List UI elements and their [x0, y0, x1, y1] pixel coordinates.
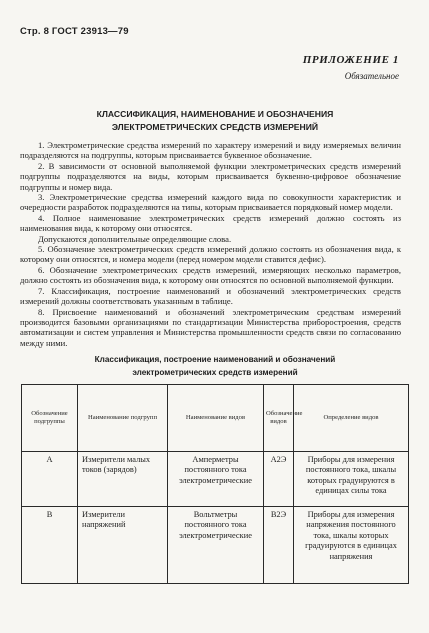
header-kind-definition: Определение видов	[294, 385, 409, 452]
cell-kind-definition: Приборы для измерения постоянного тока, шкалы которых градуируются в единицах силы тока	[294, 452, 409, 507]
paragraph-4: 4. Полное наименование электрометрических средств измерений должно состоять из наименования вида, к которому они относятся.	[20, 212, 401, 234]
table-title-line-2: электрометрических средств измерений	[132, 368, 298, 377]
cell-kind-name: Вольтметры постоянного тока электрометрические	[168, 507, 264, 584]
classification-table	[21, 384, 409, 584]
cell-kind-designation: В2Э	[264, 507, 294, 584]
title-line-2: ЭЛЕКТРОМЕТРИЧЕСКИХ СРЕДСТВ ИЗМЕРЕНИЙ	[111, 122, 319, 132]
document-title	[60, 108, 370, 134]
table-title	[70, 353, 360, 379]
paragraph-7: 7. Классификация, построение наименований и обозначений электрометрических средств измерений должны соответствовать указанным в таблице.	[20, 285, 401, 307]
paragraph-6: 6. Обозначение электрометрических средств измерений, измеряющих несколько параметров, должно состоять из обозначения вида, к которому они относятся по основной выполняемой функции.	[20, 264, 401, 286]
cell-kind-name: Амперметры постоянного тока электрометрические	[168, 452, 264, 507]
paragraph-5: 5. Обозначение электрометрических средств измерений должно состоять из обозначения вида, к которому они относятся, и номера модели (перед номером модели ставится дефис).	[20, 244, 401, 265]
cell-subgroup-name: Измерители напряжений	[78, 507, 168, 584]
cell-subgroup-code: А	[22, 452, 78, 507]
table-header-row	[22, 385, 409, 452]
table-title-line-1: Классификация, построение наименований и обозначений	[94, 355, 336, 364]
header-subgroup-code: Обозначение подгруппы	[22, 385, 78, 452]
header-kind-name: Наименование видов	[168, 385, 264, 452]
paragraph-2: 2. В зависимости от основной выполняемой функции электрометрических средств измерений подгруппы подразделяются на виды, которым присваивается буквенно-цифровое обозначение подгруппы и номер вида.	[20, 160, 401, 192]
cell-kind-designation: А2Э	[264, 452, 294, 507]
appendix-title: ПРИЛОЖЕНИЕ 1	[302, 54, 399, 66]
paragraph-1: 1. Электрометрические средства измерений по характеру измерений и виду измеряемых величин подразделяются на подгруппы, которым присваивается буквенное обозначение.	[20, 140, 401, 161]
paragraph-3: 3. Электрометрические средства измерений каждого вида по совокупности характеристик и очередности разработок подразделяются на типы, которым присваивается порядковый номер модели.	[20, 192, 401, 213]
title-line-1: КЛАССИФИКАЦИЯ, НАИМЕНОВАНИЕ И ОБОЗНАЧЕНИЯ	[96, 109, 334, 119]
appendix-status: Обязательное	[344, 71, 399, 81]
header-kind-designation: Обозначение видов	[264, 385, 294, 452]
body-text	[20, 140, 401, 348]
page-header: Стр. 8 ГОСТ 23913—79	[20, 26, 129, 37]
cell-subgroup-code: В	[22, 507, 78, 584]
cell-subgroup-name: Измерители малых токов (зарядов)	[78, 452, 168, 507]
table-row	[22, 507, 409, 584]
paragraph-8: 8. Присвоение наименований и обозначений электрометрическим средствам измерений производится базовыми организациями по стандартизации Министерства приборостроения, средств автоматизации и систем управления и Министерства промышленности средств связи по согласованию между ними.	[20, 306, 401, 348]
paragraph-4-note: Допускаются дополнительные определяющие слова.	[38, 233, 232, 244]
cell-kind-definition: Приборы для измерения напряжения постоянного тока, шкалы которых градуируются в единицах напряжения	[294, 507, 409, 584]
appendix-label	[303, 54, 399, 81]
header-subgroup-name: Наименование подгрупп	[78, 385, 168, 452]
table-row	[22, 452, 409, 507]
